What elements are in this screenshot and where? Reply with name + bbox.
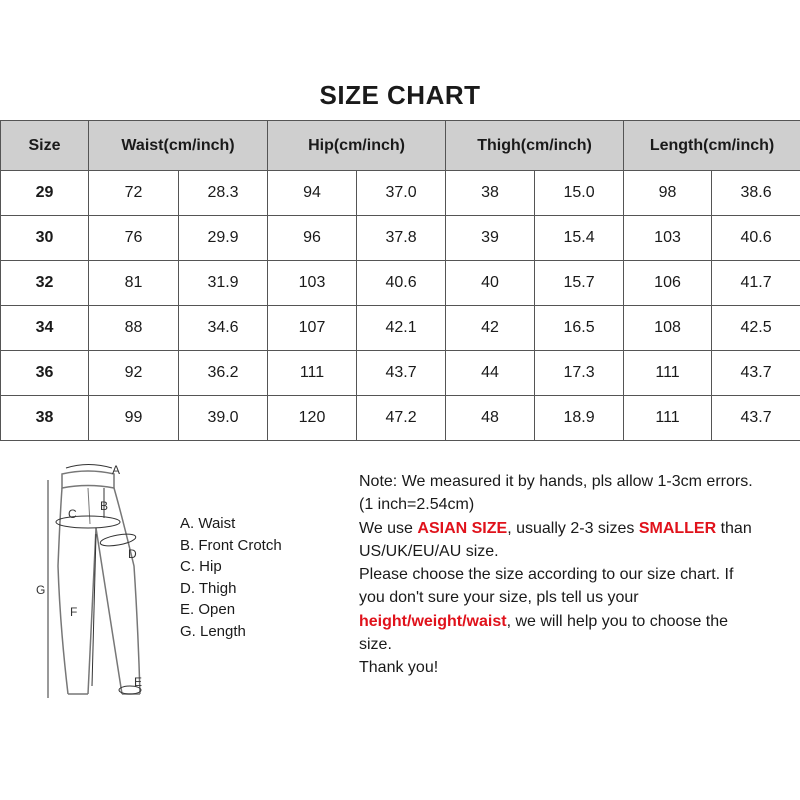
cell-hip-cm: 94: [268, 171, 357, 216]
cell-thigh-cm: 48: [446, 396, 535, 441]
cell-length-in: 41.7: [712, 261, 800, 306]
header-size: Size: [1, 121, 89, 171]
cell-size: 34: [1, 306, 89, 351]
cell-thigh-in: 15.0: [535, 171, 624, 216]
label-b: B: [100, 499, 109, 513]
cell-size: 32: [1, 261, 89, 306]
label-f: F: [70, 605, 78, 619]
cell-size: 30: [1, 216, 89, 261]
table-header-row: [1, 121, 800, 171]
cell-waist-in: 31.9: [179, 261, 268, 306]
note-line-1: Note: We measured it by hands, pls allow 1-3cm errors.: [359, 473, 753, 490]
cell-size: 36: [1, 351, 89, 396]
pants-outline: [58, 471, 143, 694]
table-row: [1, 216, 800, 261]
cell-thigh-in: 16.5: [535, 306, 624, 351]
table-row: [1, 396, 800, 441]
cell-length-cm: 106: [624, 261, 712, 306]
cell-waist-cm: 76: [89, 216, 179, 261]
measurement-legend: [180, 513, 282, 642]
cell-thigh-in: 17.3: [535, 351, 624, 396]
header-length: Length(cm/inch): [624, 121, 800, 171]
table-row: [1, 306, 800, 351]
note-line-4: US/UK/EU/AU size.: [359, 542, 499, 560]
table-row: [1, 261, 800, 306]
cell-length-cm: 108: [624, 306, 712, 351]
note-line-9: Thank you!: [359, 659, 439, 677]
cell-hip-in: 47.2: [357, 396, 446, 441]
cell-length-in: 43.7: [712, 396, 800, 441]
table-row: [1, 171, 800, 216]
cell-length-in: 38.6: [712, 171, 800, 216]
note-line-3-pre: We use: [359, 519, 418, 537]
cell-thigh-in: 15.4: [535, 216, 624, 261]
table-row: [1, 351, 800, 396]
cell-waist-cm: 72: [89, 171, 179, 216]
cell-size: 29: [1, 171, 89, 216]
cell-hip-cm: 120: [268, 396, 357, 441]
cell-length-in: 42.5: [712, 306, 800, 351]
height-weight-waist-highlight: height/weight/waist: [359, 612, 507, 630]
label-e: E: [134, 675, 143, 689]
legend-open: E. Open: [180, 601, 236, 618]
info-section: [0, 450, 800, 800]
note-line-7-post: , we will help you to choose the: [506, 612, 729, 630]
cell-hip-in: 40.6: [357, 261, 446, 306]
cell-length-in: 43.7: [712, 351, 800, 396]
smaller-highlight: SMALLER: [638, 519, 717, 537]
cell-thigh-cm: 40: [446, 261, 535, 306]
cell-thigh-cm: 42: [446, 306, 535, 351]
pants-diagram: [30, 456, 160, 706]
label-c: C: [68, 507, 77, 521]
label-g: G: [36, 583, 46, 597]
legend-thigh: D. Thigh: [180, 579, 237, 597]
cell-thigh-cm: 44: [446, 351, 535, 396]
cell-waist-in: 29.9: [179, 216, 268, 261]
cell-hip-cm: 96: [268, 216, 357, 261]
cell-thigh-cm: 39: [446, 216, 535, 261]
note-line-8: size.: [359, 636, 392, 654]
cell-hip-in: 37.8: [357, 216, 446, 261]
label-d: D: [128, 547, 137, 561]
table-body: [1, 171, 800, 441]
note-line-5: Please choose the size according to our size chart. If: [359, 566, 734, 584]
cell-waist-in: 34.6: [179, 306, 268, 351]
header-waist: Waist(cm/inch): [89, 121, 268, 171]
cell-hip-in: 37.0: [357, 171, 446, 216]
cell-hip-in: 42.1: [357, 306, 446, 351]
cell-waist-cm: 88: [89, 306, 179, 351]
cell-length-cm: 111: [624, 396, 712, 441]
asian-size-highlight: ASIAN SIZE: [417, 519, 508, 537]
cell-thigh-in: 15.7: [535, 261, 624, 306]
cell-length-in: 40.6: [712, 216, 800, 261]
cell-waist-in: 36.2: [179, 351, 268, 396]
cell-hip-cm: 111: [268, 351, 357, 396]
cell-waist-cm: 99: [89, 396, 179, 441]
legend-waist: A. Waist: [180, 515, 236, 532]
header-thigh: Thigh(cm/inch): [446, 121, 624, 171]
note-line-3-mid: , usually 2-3 sizes: [507, 519, 639, 537]
cell-waist-in: 28.3: [179, 171, 268, 216]
note-line-2: (1 inch=2.54cm): [359, 496, 475, 514]
legend-hip: C. Hip: [180, 558, 222, 575]
chart-title: SIZE CHART: [319, 80, 481, 110]
cell-length-cm: 103: [624, 216, 712, 261]
cell-waist-cm: 81: [89, 261, 179, 306]
cell-length-cm: 111: [624, 351, 712, 396]
legend-front-crotch: B. Front Crotch: [180, 536, 282, 554]
size-table: [0, 120, 800, 441]
size-note: [359, 470, 799, 680]
cell-thigh-in: 18.9: [535, 396, 624, 441]
note-line-3: [359, 517, 799, 540]
cell-size: 38: [1, 396, 89, 441]
label-a: A: [112, 463, 121, 477]
note-line-3-post: than: [716, 519, 752, 537]
cell-waist-in: 39.0: [179, 396, 268, 441]
cell-length-cm: 98: [624, 171, 712, 216]
note-line-6: you don't sure your size, pls tell us your: [359, 589, 639, 607]
header-hip: Hip(cm/inch): [268, 121, 446, 171]
cell-thigh-cm: 38: [446, 171, 535, 216]
cell-hip-cm: 107: [268, 306, 357, 351]
cell-hip-in: 43.7: [357, 351, 446, 396]
legend-length: G. Length: [180, 622, 246, 640]
note-line-7: [359, 610, 799, 633]
cell-hip-cm: 103: [268, 261, 357, 306]
cell-waist-cm: 92: [89, 351, 179, 396]
